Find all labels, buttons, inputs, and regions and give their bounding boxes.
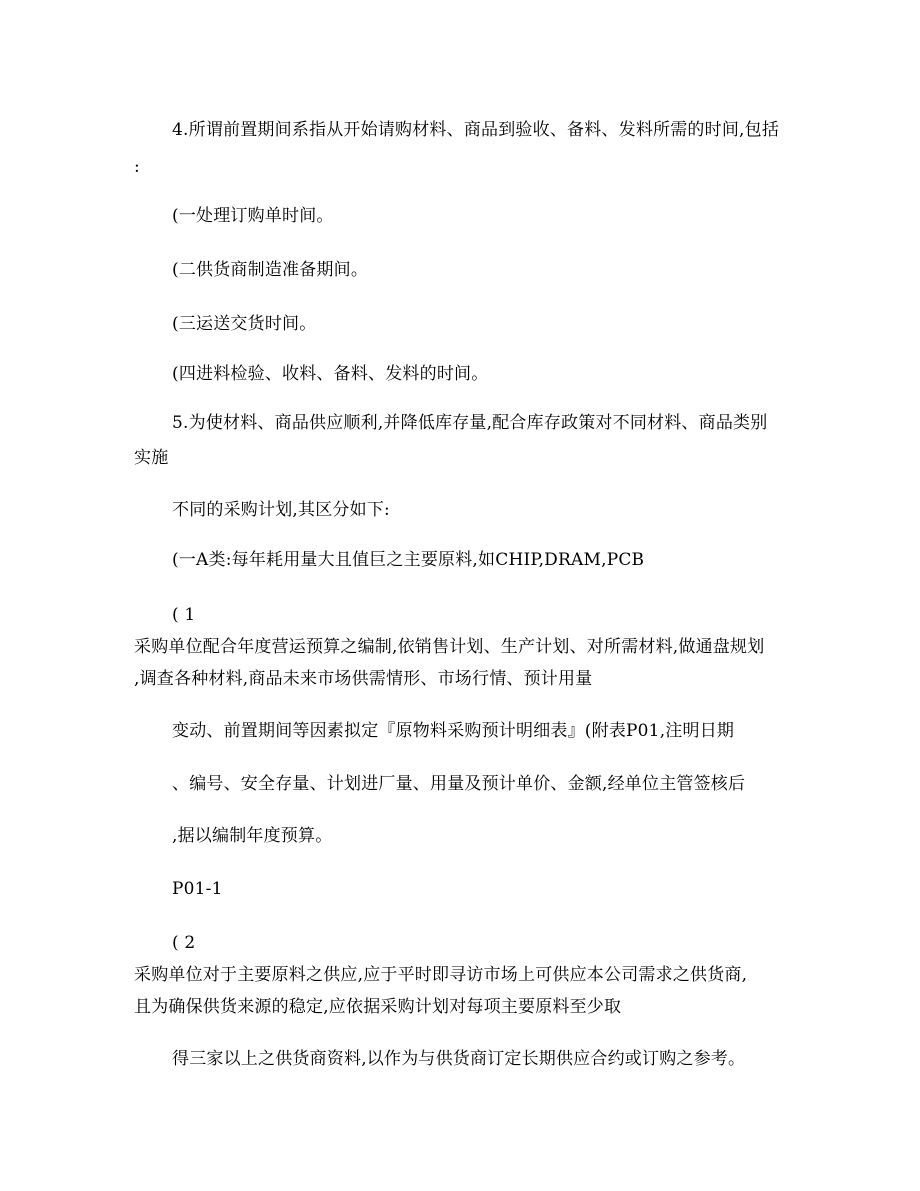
list-item-2: (二供货商制造准备期间。 bbox=[172, 260, 369, 280]
list-item-3: (三运送交货时间。 bbox=[172, 314, 317, 334]
class-a-heading: (一A类:每年耗用量大且值巨之主要原料,如CHIP,DRAM,PCB bbox=[172, 550, 645, 570]
sub-item-2-line-1: 采购单位对于主要原料之供应,应于平时即寻访市场上可供应本公司需求之供货商, bbox=[134, 965, 748, 985]
sub-item-2-number: ( 2 bbox=[172, 933, 196, 953]
sub-item-2-line-3: 得三家以上之供货商资料,以作为与供货商订定长期供应合约或订购之参考。 bbox=[172, 1049, 746, 1069]
para-5-line-2: 实施 bbox=[134, 448, 169, 468]
sub-item-1-line-5: ,据以编制年度预算。 bbox=[172, 826, 333, 846]
sub-item-1-line-2: ,调查各种材料,商品未来市场供需情形、市场行情、预计用量 bbox=[134, 669, 593, 689]
para-5-line-3: 不同的采购计划,其区分如下: bbox=[172, 500, 390, 520]
list-item-4: (四进料检验、收料、备料、发料的时间。 bbox=[172, 364, 489, 384]
para-4-line-2: : bbox=[134, 157, 140, 177]
list-item-1: (一处理订购单时间。 bbox=[172, 206, 334, 226]
sub-item-1-number: ( 1 bbox=[172, 605, 196, 625]
sub-item-1-line-1: 采购单位配合年度营运预算之编制,依销售计划、生产计划、对所需材料,做通盘规划 bbox=[134, 637, 765, 657]
sub-item-2-line-2: 且为确保供货来源的稳定,应依据采购计划对每项主要原料至少取 bbox=[134, 997, 622, 1017]
para-4-line-1: 4.所谓前置期间系指从开始请购材料、商品到验收、备料、发料所需的时间,包括 bbox=[172, 120, 780, 140]
sub-item-1-line-3: 变动、前置期间等因素拟定『原物料采购预计明细表』(附表P01,注明日期 bbox=[172, 721, 735, 741]
sub-item-1-line-4: 、编号、安全存量、计划进厂量、用量及预计单价、金额,经单位主管签核后 bbox=[172, 774, 746, 794]
para-5-line-1: 5.为使材料、商品供应顺利,并降低库存量,配合库存政策对不同材料、商品类别 bbox=[172, 413, 768, 433]
form-reference: P01-1 bbox=[172, 879, 223, 899]
